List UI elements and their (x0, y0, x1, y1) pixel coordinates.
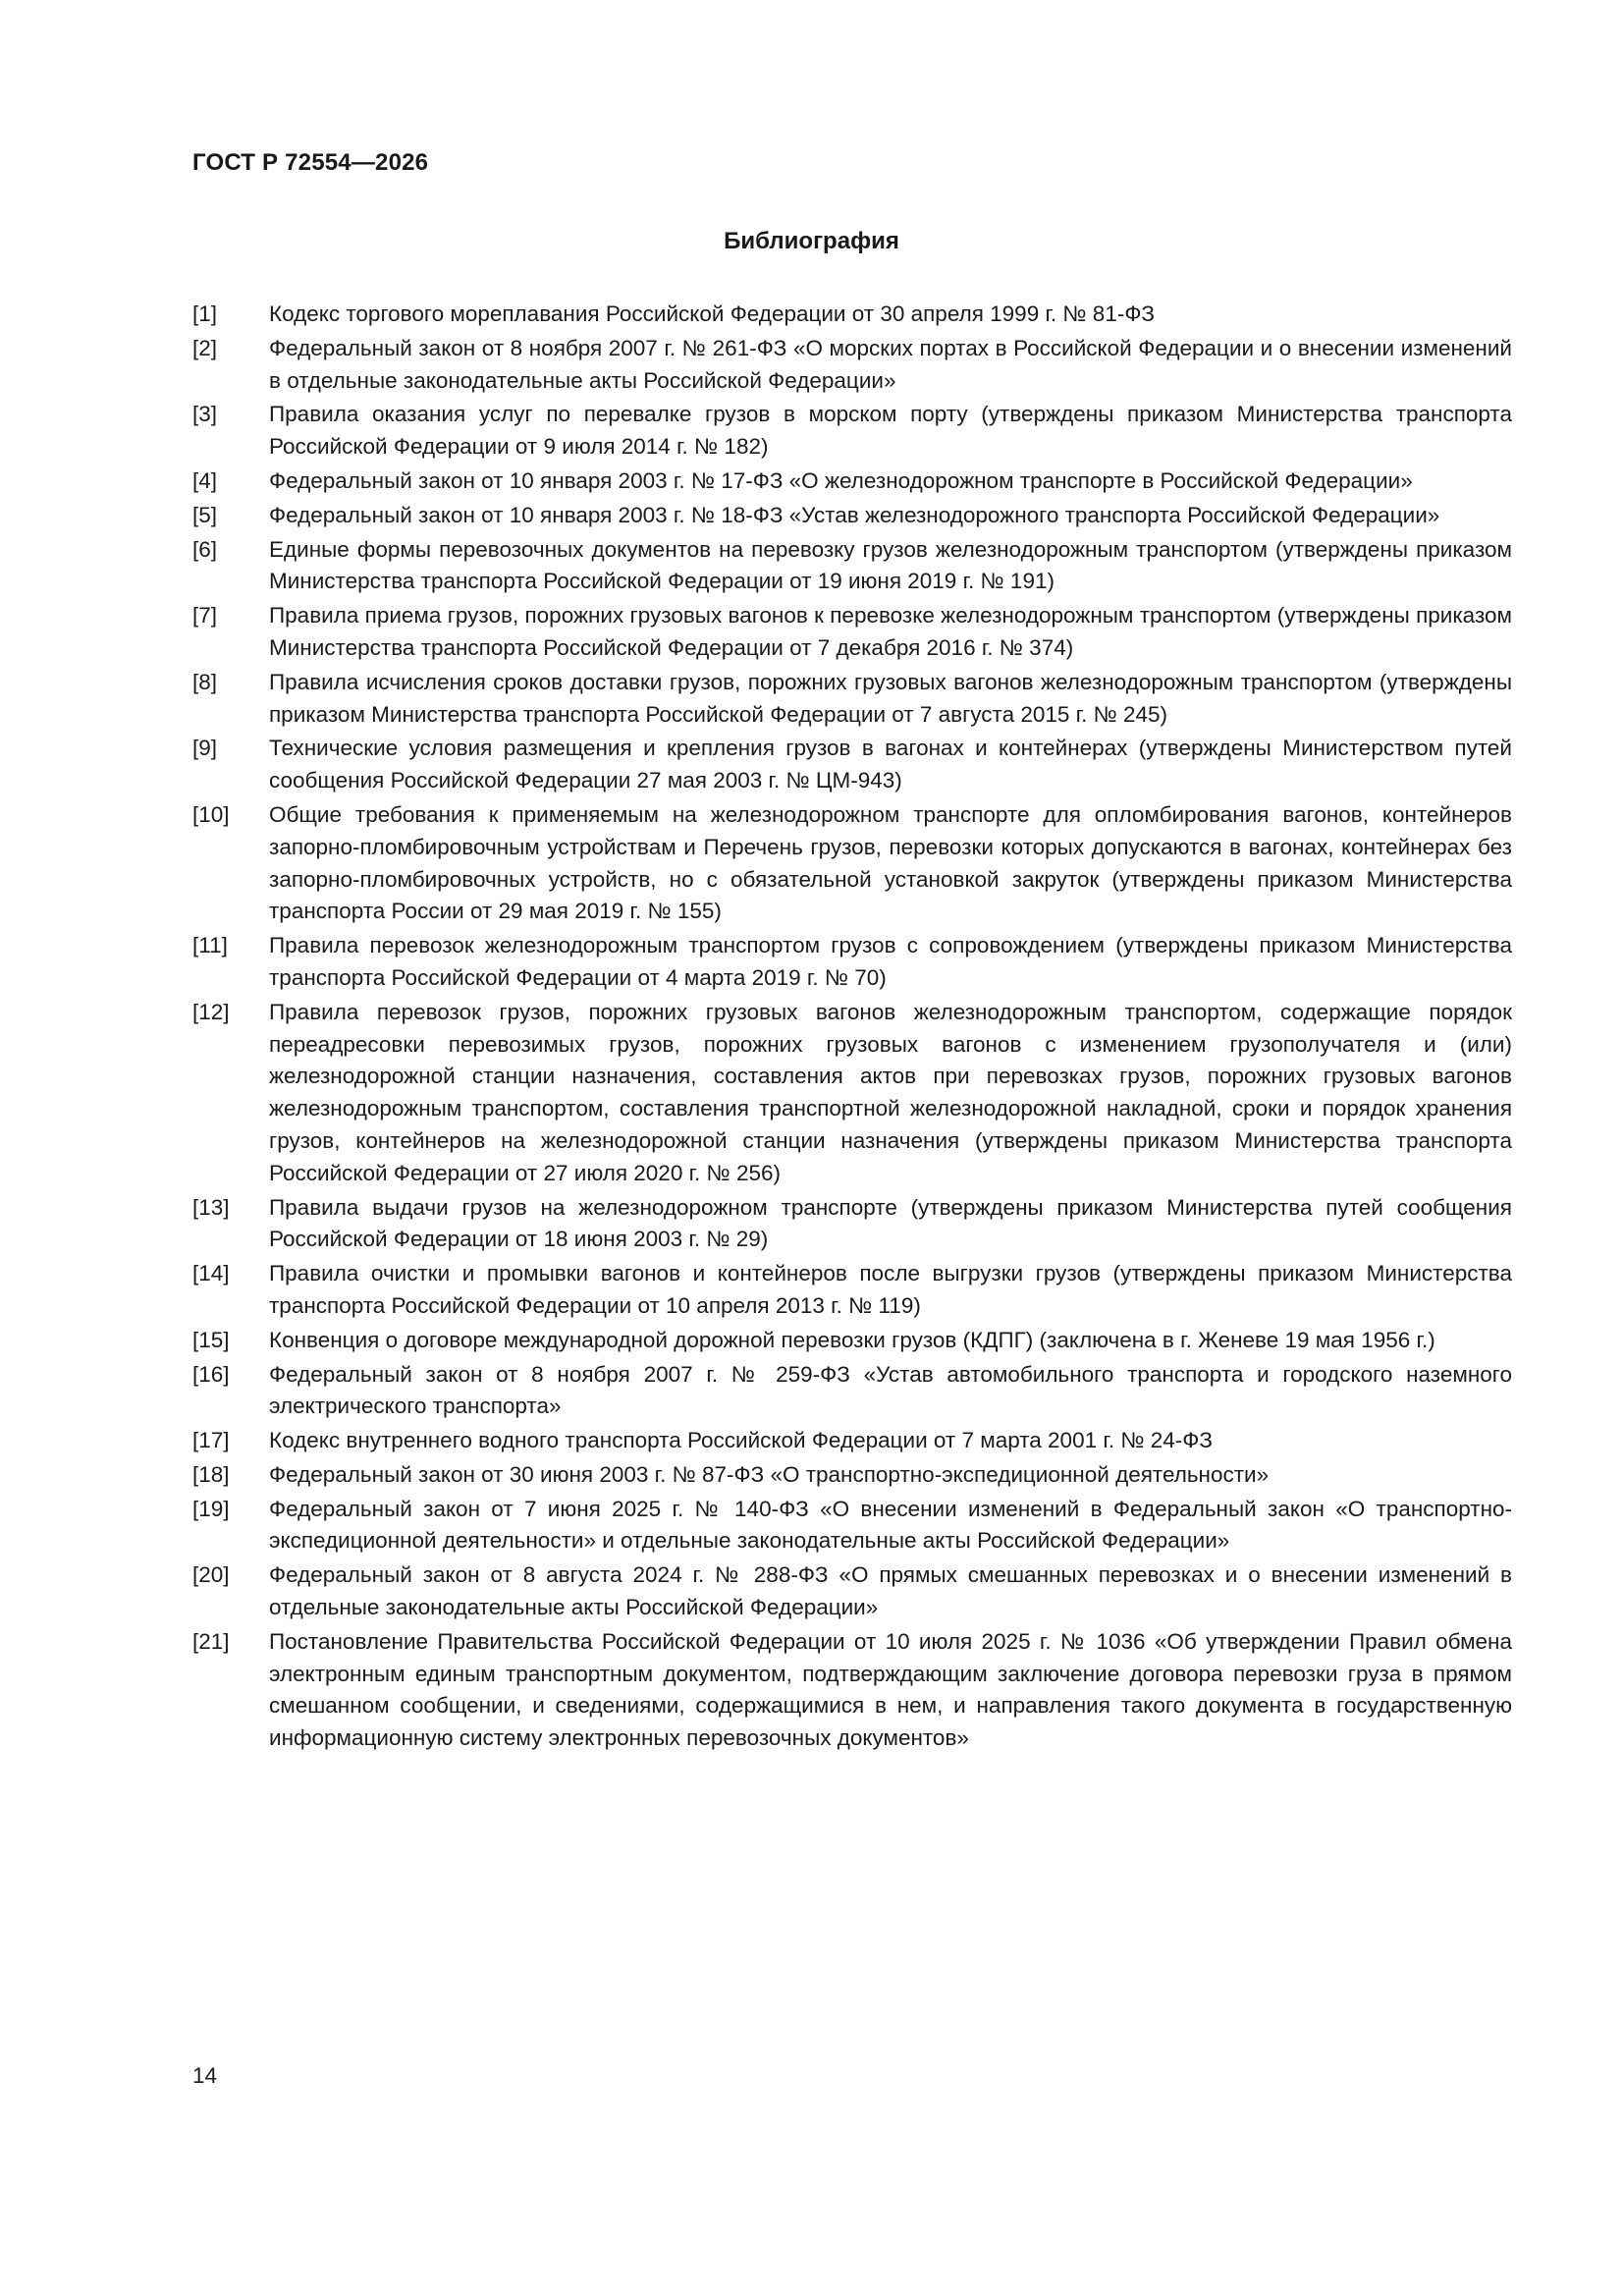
entry-text: Правила перевозок грузов, порожних грузовых вагонов железнодорожным транспортом, содержащие порядок переадресовки перевозимых грузов, порожних грузовых вагонов с изменением грузополучателя и (или) железнодорожной станции назначения, составления актов при перевозках грузов, порожних грузовых вагонов железнодорожным транспортом, составления транспортной железнодорожной накладной, сроки и порядок хранения грузов, контейнеров на железнодорожной станции назначения (утверждены приказом Министерства транспорта Российской Федерации от 27 июля 2020 г. № 256) (269, 999, 1512, 1185)
entry-text: Федеральный закон от 7 июня 2025 г. № 140-ФЗ «О внесении изменений в Федеральный закон «О транспортно-экспедиционной деятельности» и отдельные законодательные акты Российской Федерации» (269, 1496, 1512, 1554)
entry-number: [2] (192, 335, 218, 360)
entry-number: [3] (192, 402, 218, 427)
bibliography-entry (192, 1559, 1512, 1624)
bibliography-entry (192, 799, 1512, 928)
bibliography-entry (192, 600, 1512, 665)
entry-number: [10] (192, 801, 230, 827)
entry-number: [7] (192, 603, 218, 629)
entry-number: [13] (192, 1194, 230, 1220)
entry-number: [14] (192, 1261, 230, 1286)
entry-number: [11] (192, 933, 228, 958)
entry-text: Правила исчисления сроков доставки грузов, порожних грузовых вагонов железнодорожным транспортом (утверждены приказом Министерства транспорта Российской Федерации от 7 августа 2015 г. № 245) (269, 669, 1512, 727)
bibliography-entry (192, 534, 1512, 599)
entry-text: Правила приема грузов, порожних грузовых вагонов к перевозке железнодорожным транспортом (утверждены приказом Министерства транспорта Российской Федерации от 7 декабря 2016 г. № 374) (269, 603, 1512, 660)
section-title: Библиография (724, 228, 899, 254)
bibliography-entry (192, 465, 1512, 498)
entry-text: Единые формы перевозочных документов на перевозку грузов железнодорожным транспортом (утверждены приказом Министерства транспорта Российской Федерации от 19 июня 2019 г. № 191) (269, 536, 1512, 594)
entry-text: Кодекс внутреннего водного транспорта Российской Федерации от 7 марта 2001 г. № 24-ФЗ (269, 1428, 1213, 1453)
entry-number: [15] (192, 1327, 230, 1352)
entry-text: Правила оказания услуг по перевалке грузов в морском порту (утверждены приказом Министерства транспорта Российской Федерации от 9 июля 2014 г. № 182) (269, 402, 1512, 460)
entry-number: [20] (192, 1562, 230, 1588)
entry-text: Кодекс торгового мореплавания Российской Федерации от 30 апреля 1999 г. № 81-ФЗ (269, 301, 1156, 326)
entry-number: [5] (192, 502, 218, 527)
bibliography-entry (192, 1494, 1512, 1558)
entry-text: Технические условия размещения и крепления грузов в вагонах и контейнерах (утверждены Министерством путей сообщения Российской Федерации 27 мая 2003 г. № ЦМ-943) (269, 736, 1512, 793)
bibliography-entry (192, 500, 1512, 532)
bibliography-entry (192, 1258, 1512, 1323)
entry-number: [17] (192, 1428, 230, 1453)
bibliography-entry (192, 1459, 1512, 1492)
bibliography-entry (192, 930, 1512, 995)
entry-text: Постановление Правительства Российской Федерации от 10 июля 2025 г. № 1036 «Об утверждении Правил обмена электронным единым транспортным документом, подтверждающим заключение договора перевозки груза в прямом смешанном сообщении, и сведениями, содержащимися в нем, и направления такого документа в государственную информационную систему электронных перевозочных документов» (269, 1628, 1512, 1751)
entry-number: [4] (192, 467, 218, 493)
bibliography-entry (192, 1359, 1512, 1424)
bibliography-entry (192, 1425, 1512, 1457)
entry-text: Конвенция о договоре международной дорожной перевозки грузов (КДПГ) (заключена в г. Женеве 19 мая 1956 г.) (269, 1327, 1435, 1352)
entry-text: Федеральный закон от 30 июня 2003 г. № 87-ФЗ «О транспортно-экспедиционной деятельности» (269, 1461, 1270, 1487)
entry-text: Федеральный закон от 8 августа 2024 г. № 288-ФЗ «О прямых смешанных перевозках и о внесении изменений в отдельные законодательные акты Российской Федерации» (269, 1562, 1512, 1620)
bibliography-entry (192, 997, 1512, 1190)
entry-text: Правила выдачи грузов на железнодорожном транспорте (утверждены приказом Министерства путей сообщения Российской Федерации от 18 июня 2003 г. № 29) (269, 1194, 1512, 1252)
entry-number: [6] (192, 536, 218, 562)
entry-text: Федеральный закон от 10 января 2003 г. № 18-ФЗ «Устав железнодорожного транспорта Российской Федерации» (269, 502, 1440, 527)
entry-number: [8] (192, 669, 218, 694)
standard-designation: ГОСТ Р 72554—2026 (192, 149, 429, 176)
bibliography-entry (192, 733, 1512, 797)
entry-number: [18] (192, 1461, 230, 1487)
bibliography-entry (192, 333, 1512, 398)
entry-number: [16] (192, 1361, 230, 1387)
bibliography-entry (192, 1192, 1512, 1257)
entry-number: [9] (192, 736, 218, 761)
bibliography-entry (192, 1325, 1512, 1357)
entry-number: [12] (192, 999, 230, 1024)
bibliography-entry (192, 667, 1512, 732)
bibliography-list (192, 299, 1512, 1757)
bibliography-entry (192, 399, 1512, 464)
entry-text: Правила очистки и промывки вагонов и контейнеров после выгрузки грузов (утверждены приказом Министерства транспорта Российской Федерации от 10 апреля 2013 г. № 119) (269, 1261, 1512, 1318)
bibliography-entry (192, 1626, 1512, 1755)
entry-text: Федеральный закон от 8 ноября 2007 г. № 259-ФЗ «Устав автомобильного транспорта и городского наземного электрического транспорта» (269, 1361, 1512, 1419)
entry-text: Федеральный закон от 8 ноября 2007 г. № 261-ФЗ «О морских портах в Российской Федерации и о внесении изменений в отдельные законодательные акты Российской Федерации» (269, 335, 1512, 393)
entry-number: [21] (192, 1628, 230, 1654)
entry-text: Правила перевозок железнодорожным транспортом грузов с сопровождением (утверждены приказом Министерства транспорта Российской Федерации от 4 марта 2019 г. № 70) (269, 933, 1512, 990)
entry-number: [19] (192, 1496, 230, 1521)
bibliography-entry (192, 299, 1512, 331)
entry-text: Общие требования к применяемым на железнодорожном транспорте для опломбирования вагонов, контейнеров запорно-пломбировочным устройствам и Перечень грузов, перевозки которых допускаются в вагонах, контейнерах без запорно-пломбировочных устройств, но с обязательной установкой закруток (утверждены приказом Министерства транспорта России от 29 мая 2019 г. № 155) (269, 801, 1512, 924)
entry-text: Федеральный закон от 10 января 2003 г. № 17-ФЗ «О железнодорожном транспорте в Российской Федерации» (269, 467, 1413, 493)
entry-number: [1] (192, 301, 218, 326)
page-number: 14 (192, 2063, 218, 2088)
